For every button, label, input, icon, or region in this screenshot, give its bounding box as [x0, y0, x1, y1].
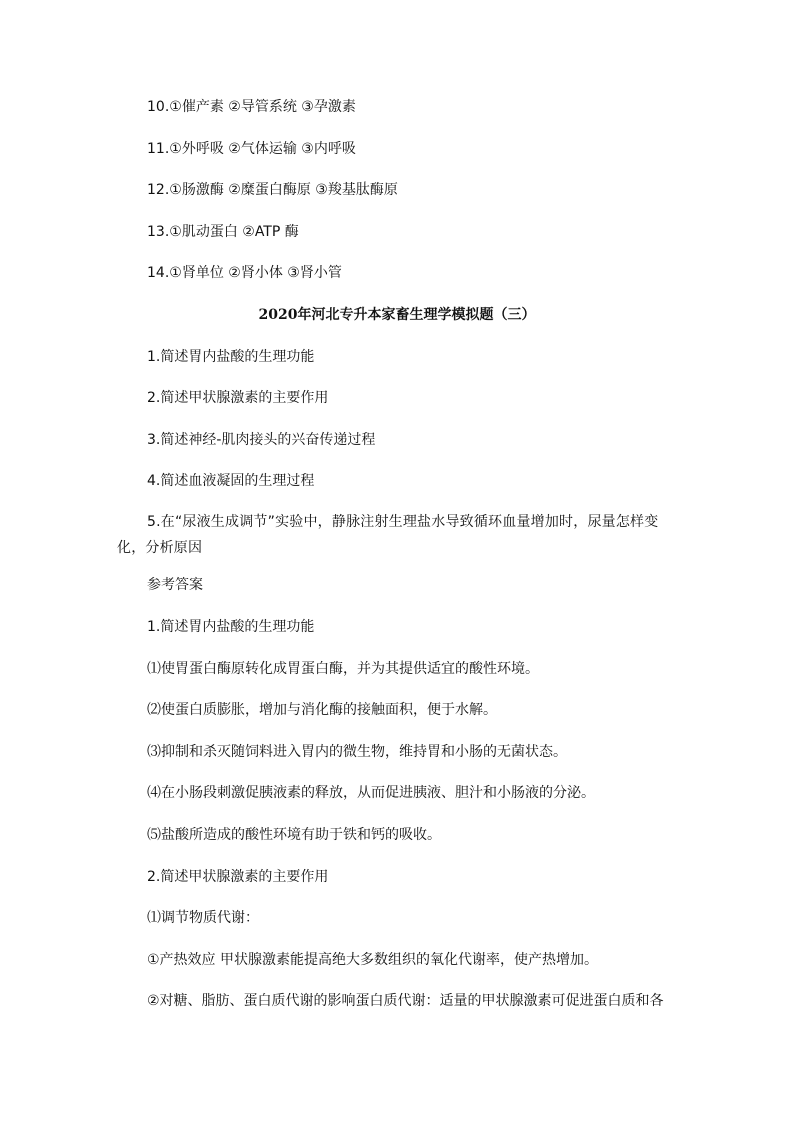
answer-1-item-1: ⑴使胃蛋白酶原转化成胃蛋白酶，并为其提供适宜的酸性环境。 — [147, 661, 539, 677]
answer-line-10: 10.①催产素 ②导管系统 ③孕激素 — [147, 99, 356, 115]
answer-1-item-4: ⑷在小肠段刺激促胰液素的释放，从而促进胰液、胆汁和小肠液的分泌。 — [147, 785, 595, 801]
question-5: 5.在“尿液生成调节”实验中，静脉注射生理盐水导致循环血量增加时，尿量怎样变化，分析原因 — [117, 514, 659, 556]
section-title: 2020年河北专升本家畜生理学模拟题（三） — [258, 307, 536, 323]
answers-heading: 参考答案 — [147, 577, 203, 593]
answer-1-item-3: ⑶抑制和杀灭随饲料进入胃内的微生物，维持胃和小肠的无菌状态。 — [147, 744, 567, 760]
question-3: 3.简述神经-肌肉接头的兴奋传递过程 — [147, 432, 376, 448]
question-2: 2.简述甲状腺激素的主要作用 — [147, 390, 329, 406]
answer-2-item-2: ①产热效应 甲状腺激素能提高绝大多数组织的氧化代谢率，使产热增加。 — [147, 952, 598, 968]
answer-line-12: 12.①肠激酶 ②糜蛋白酶原 ③羧基肽酶原 — [147, 182, 398, 198]
answer-2-heading: 2.简述甲状腺激素的主要作用 — [147, 869, 329, 885]
answer-2-item-3: ②对糖、脂肪、蛋白质代谢的影响蛋白质代谢：适量的甲状腺激素可促进蛋白质和各 — [147, 993, 664, 1009]
answer-1-heading: 1.简述胃内盐酸的生理功能 — [147, 619, 315, 635]
answer-1-item-5: ⑸盐酸所造成的酸性环境有助于铁和钙的吸收。 — [147, 827, 441, 843]
question-4: 4.简述血液凝固的生理过程 — [147, 473, 315, 489]
answer-line-14: 14.①肾单位 ②肾小体 ③肾小管 — [147, 265, 342, 281]
answer-line-13: 13.①肌动蛋白 ②ATP 酶 — [147, 224, 299, 240]
answer-line-11: 11.①外呼吸 ②气体运输 ③内呼吸 — [147, 141, 356, 157]
question-1: 1.简述胃内盐酸的生理功能 — [147, 349, 315, 365]
answer-2-item-1: ⑴调节物质代谢： — [147, 910, 259, 926]
answer-1-item-2: ⑵使蛋白质膨胀，增加与消化酶的接触面积，便于水解。 — [147, 702, 497, 718]
